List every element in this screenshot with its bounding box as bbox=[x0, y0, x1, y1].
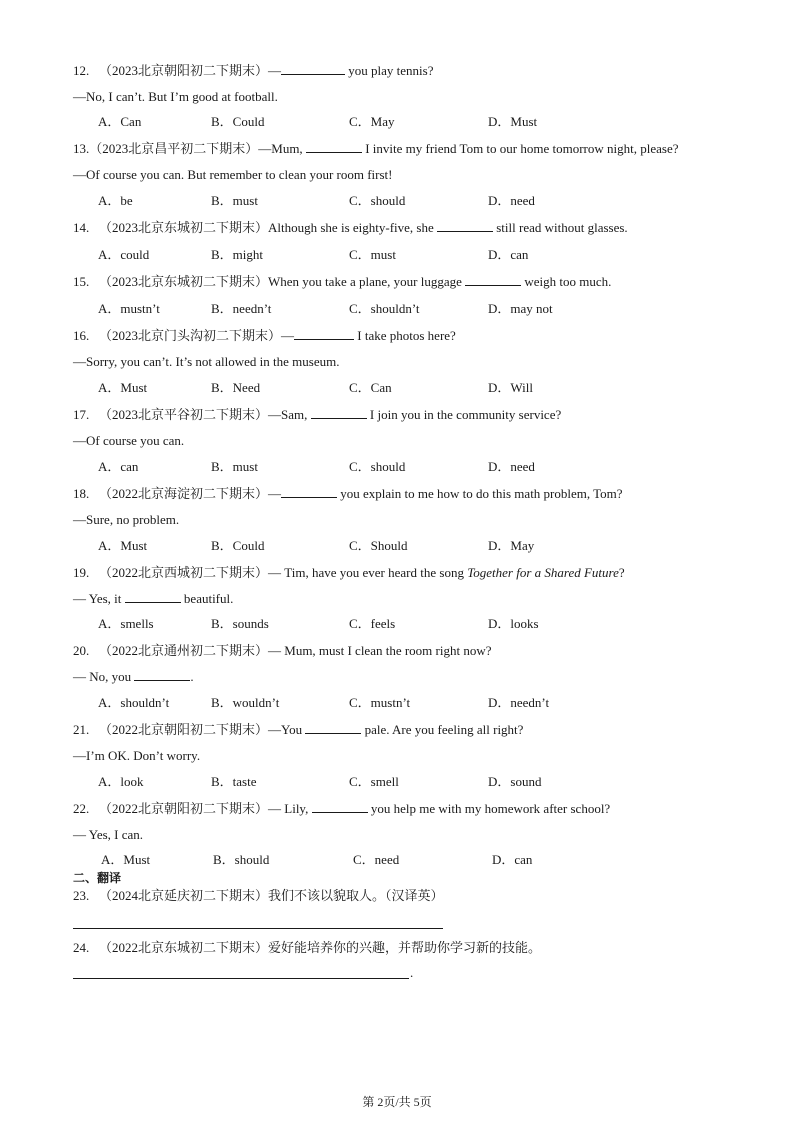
option-a[interactable]: A．Must bbox=[101, 852, 151, 867]
option-d[interactable]: D．can bbox=[488, 247, 529, 262]
question-13-options bbox=[0, 193, 794, 209]
question-21-stem: 21. （2022北京朝阳初二下期末）—You pale. Are you feeling all right? bbox=[73, 722, 524, 737]
question-13-reply: —Of course you can. But remember to clean your room first! bbox=[73, 167, 393, 182]
option-b[interactable]: B．taste bbox=[211, 774, 257, 789]
option-d[interactable]: D．may not bbox=[488, 301, 553, 316]
question-22-options bbox=[0, 852, 794, 868]
option-a[interactable]: A．shouldn’t bbox=[98, 695, 170, 710]
option-c[interactable]: C．Should bbox=[349, 538, 408, 553]
option-a[interactable]: A．Can bbox=[98, 114, 142, 129]
question-21-options bbox=[0, 774, 794, 790]
song-title: Together for a Shared Future bbox=[467, 565, 619, 580]
question-17-reply: —Of course you can. bbox=[73, 433, 185, 448]
option-d[interactable]: D．looks bbox=[488, 616, 539, 631]
question-17-stem: 17. （2023北京平谷初二下期末）—Sam, I join you in the community service? bbox=[73, 407, 562, 422]
option-d[interactable]: D．May bbox=[488, 538, 535, 553]
answer-line-period: . bbox=[410, 965, 414, 980]
question-13-stem: 13.（2023北京昌平初二下期末）—Mum, I invite my friend Tom to our home tomorrow night, please? bbox=[73, 141, 679, 156]
option-d[interactable]: D．Must bbox=[488, 114, 538, 129]
option-b[interactable]: B．sounds bbox=[211, 616, 269, 631]
option-b[interactable]: B．needn’t bbox=[211, 301, 272, 316]
question-18-stem: 18. （2022北京海淀初二下期末）— you explain to me how to do this math problem, Tom? bbox=[73, 486, 623, 501]
question-18-options bbox=[0, 538, 794, 554]
option-c[interactable]: C．should bbox=[349, 459, 406, 474]
option-c[interactable]: C．smell bbox=[349, 774, 399, 789]
question-21-reply: —I’m OK. Don’t worry. bbox=[73, 748, 201, 763]
page-footer: 第 2页/共 5页 bbox=[362, 1095, 432, 1109]
option-c[interactable]: C．mustn’t bbox=[349, 695, 411, 710]
question-20-options bbox=[0, 695, 794, 711]
answer-blank[interactable] bbox=[312, 801, 368, 813]
option-b[interactable]: B．must bbox=[211, 459, 258, 474]
option-d[interactable]: D．sound bbox=[488, 774, 542, 789]
option-c[interactable]: C．May bbox=[349, 114, 395, 129]
question-20-stem: 20. （2022北京通州初二下期末）— Mum, must I clean the room right now? bbox=[73, 643, 492, 658]
answer-blank[interactable] bbox=[465, 274, 521, 286]
option-c[interactable]: C．feels bbox=[349, 616, 396, 631]
option-c[interactable]: C．should bbox=[349, 193, 406, 208]
answer-blank[interactable] bbox=[306, 141, 362, 153]
answer-blank[interactable] bbox=[125, 591, 181, 603]
option-b[interactable]: B．Could bbox=[211, 538, 265, 553]
option-b[interactable]: B．Need bbox=[211, 380, 261, 395]
question-19-stem: 19. （2022北京西城初二下期末）— Tim, have you ever heard the song Together for a Shared Future? bbox=[73, 565, 625, 580]
question-12-reply: —No, I can’t. But I’m good at football. bbox=[73, 89, 278, 104]
option-d[interactable]: D．can bbox=[492, 852, 533, 867]
answer-blank[interactable] bbox=[437, 220, 493, 232]
answer-blank[interactable] bbox=[311, 407, 367, 419]
question-24-stem: 24. （2022北京东城初二下期末）爱好能培养你的兴趣，并帮助你学习新的技能。 bbox=[73, 940, 542, 955]
answer-blank[interactable] bbox=[294, 328, 354, 340]
option-d[interactable]: D．need bbox=[488, 193, 535, 208]
option-a[interactable]: A．smells bbox=[98, 616, 154, 631]
option-b[interactable]: B．should bbox=[213, 852, 270, 867]
answer-blank[interactable] bbox=[281, 63, 345, 75]
question-19-reply: — Yes, it beautiful. bbox=[73, 591, 234, 606]
option-d[interactable]: D．Will bbox=[488, 380, 533, 395]
question-18-reply: —Sure, no problem. bbox=[73, 512, 180, 527]
question-23-stem: 23. （2024北京延庆初二下期末）我们不该以貌取人。（汉译英） bbox=[73, 888, 444, 903]
question-19-options bbox=[0, 616, 794, 632]
question-14-stem: 14. （2023北京东城初二下期末）Although she is eighty-five, she still read without glasses. bbox=[73, 220, 628, 235]
question-16-stem: 16. （2023北京门头沟初二下期末）— I take photos here? bbox=[73, 328, 456, 343]
answer-line-23[interactable] bbox=[73, 928, 443, 929]
option-a[interactable]: A．look bbox=[98, 774, 144, 789]
question-22-stem: 22. （2022北京朝阳初二下期末）— Lily, you help me with my homework after school? bbox=[73, 801, 611, 816]
question-20-reply: — No, you . bbox=[73, 669, 194, 684]
option-b[interactable]: B．wouldn’t bbox=[211, 695, 280, 710]
question-22-reply: — Yes, I can. bbox=[73, 827, 144, 842]
answer-blank[interactable] bbox=[134, 669, 190, 681]
option-a[interactable]: A．Must bbox=[98, 380, 148, 395]
question-12-options bbox=[0, 114, 794, 130]
answer-blank[interactable] bbox=[281, 486, 337, 498]
question-16-options bbox=[0, 380, 794, 396]
option-b[interactable]: B．might bbox=[211, 247, 264, 262]
option-a[interactable]: A．can bbox=[98, 459, 139, 474]
option-a[interactable]: A．could bbox=[98, 247, 150, 262]
option-d[interactable]: D．needn’t bbox=[488, 695, 550, 710]
section-title: 二、翻译 bbox=[73, 871, 122, 885]
option-a[interactable]: A．mustn’t bbox=[98, 301, 160, 316]
question-15-stem: 15. （2023北京东城初二下期末）When you take a plane, your luggage weigh too much. bbox=[73, 274, 612, 289]
option-c[interactable]: C．must bbox=[349, 247, 396, 262]
question-14-options bbox=[0, 247, 794, 263]
question-17-options bbox=[0, 459, 794, 475]
question-16-reply: —Sorry, you can’t. It’s not allowed in the museum. bbox=[73, 354, 340, 369]
question-12-stem: 12. （2023北京朝阳初二下期末）— you play tennis? bbox=[73, 63, 434, 78]
option-d[interactable]: D．need bbox=[488, 459, 535, 474]
option-b[interactable]: B．must bbox=[211, 193, 258, 208]
answer-blank[interactable] bbox=[305, 722, 361, 734]
answer-line-24[interactable] bbox=[73, 978, 409, 979]
option-a[interactable]: A．be bbox=[98, 193, 133, 208]
option-a[interactable]: A．Must bbox=[98, 538, 148, 553]
option-c[interactable]: C．Can bbox=[349, 380, 392, 395]
option-b[interactable]: B．Could bbox=[211, 114, 265, 129]
option-c[interactable]: C．shouldn’t bbox=[349, 301, 420, 316]
option-c[interactable]: C．need bbox=[353, 852, 400, 867]
question-15-options bbox=[0, 301, 794, 317]
